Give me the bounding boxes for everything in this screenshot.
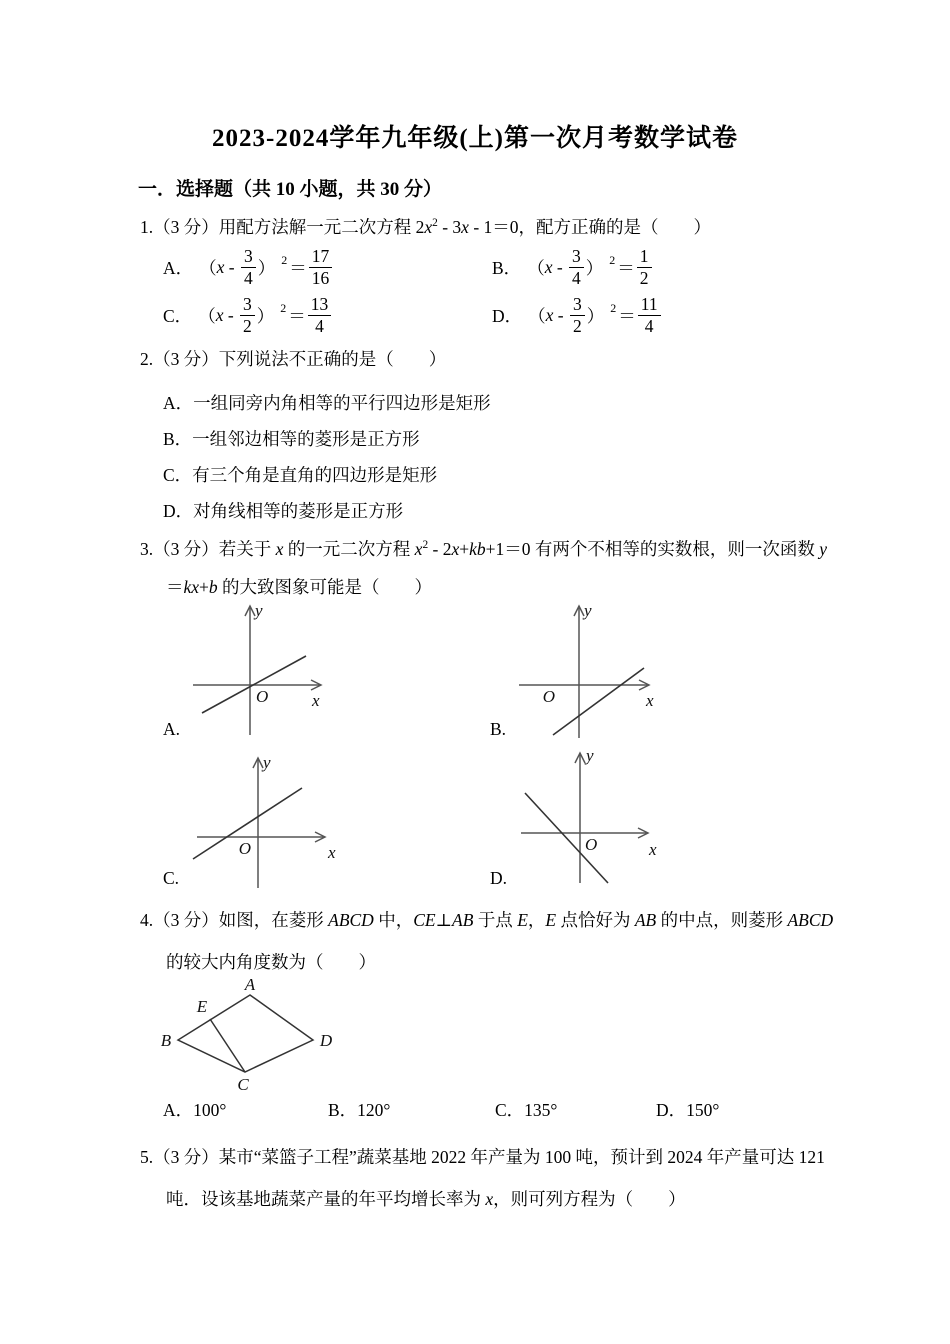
question-4-number: 4. (140, 910, 154, 930)
variable-x: x (215, 304, 224, 325)
q1-option-c (163, 291, 333, 339)
question-2-score: （3 分） (153, 349, 219, 369)
question-4-stem-line2 (166, 950, 376, 974)
exponent: 2 (281, 253, 288, 267)
open-paren: （ (199, 257, 217, 278)
question-5-score: （3 分） (153, 1147, 219, 1167)
vertex-d-label: D (319, 1031, 333, 1050)
numerator: 3 (569, 246, 584, 267)
numerator: 11 (638, 294, 661, 315)
math-variable: x (451, 538, 460, 559)
question-4-score: （3 分） (153, 910, 219, 930)
text-segment: + (199, 577, 209, 597)
question-5-stem-line1 (140, 1145, 825, 1169)
equals-sign: ＝ (618, 305, 636, 326)
q3-option-b-label: B. (490, 719, 507, 739)
q1-option-b (492, 243, 654, 291)
numerator: 13 (308, 294, 332, 315)
math-variable: x (275, 538, 284, 559)
text-segment: 点恰好为 (556, 910, 635, 930)
question-3-number: 3. (140, 538, 154, 559)
variable-x: x (545, 304, 554, 325)
text-segment: ⊥ (435, 910, 453, 930)
q4-option-d: D．150° (656, 1100, 720, 1120)
math-variable: kx (183, 577, 200, 597)
function-line (553, 668, 644, 735)
q3-option-a-label: A. (163, 719, 181, 739)
numerator: 3 (570, 294, 585, 315)
exponent: 2 (610, 301, 617, 315)
q4-option-c: C．135° (495, 1100, 558, 1120)
q3-graph-d (505, 745, 675, 895)
close-paren: ） (256, 305, 275, 326)
text-segment: + (459, 538, 470, 559)
close-paren: ） (585, 257, 604, 278)
text-segment: - 3 (437, 216, 462, 237)
denominator: 4 (572, 267, 581, 288)
q1-option-b-label: B． (492, 257, 522, 278)
q3-graph-a (185, 598, 355, 748)
origin-label: O (542, 687, 555, 706)
q4-option-a: A．100° (163, 1100, 227, 1120)
math-exponent: 2 (422, 539, 429, 551)
origin-label: O (585, 835, 598, 854)
question-4-text (219, 910, 833, 930)
text-segment: 的一元二次方程 (283, 538, 415, 559)
fraction (308, 294, 332, 335)
q1-option-a-label: A． (163, 257, 194, 278)
close-paren: ） (257, 257, 276, 278)
fraction (241, 246, 256, 287)
numerator: 3 (240, 294, 255, 315)
question-5-number: 5. (140, 1147, 154, 1167)
denominator: 16 (311, 267, 330, 288)
math-variable: b (208, 577, 218, 597)
q1-option-d-label: D． (492, 305, 523, 326)
q4-rhombus-figure (153, 978, 353, 1096)
x-axis-label: x (649, 840, 657, 859)
question-2-number: 2. (140, 349, 154, 369)
question-5-text (219, 1147, 825, 1167)
x-axis-label: x (312, 691, 320, 710)
fraction (637, 246, 652, 287)
text-segment: ， (527, 910, 546, 930)
text-segment: 的大致图象可能是（ ） (217, 577, 433, 597)
denominator: 2 (573, 315, 582, 336)
point-e-label: E (196, 997, 208, 1016)
denominator: 4 (244, 267, 253, 288)
q1-option-d (492, 291, 663, 339)
question-1-text (219, 217, 711, 237)
q2-option-a: A．一组同旁内角相等的平行四边形是矩形 (163, 393, 491, 413)
equals-sign: ＝ (288, 305, 306, 326)
text-segment: - 2 (428, 538, 452, 559)
text-segment: 的较大内角度数为（ ） (166, 952, 376, 972)
open-paren: （ (198, 305, 216, 326)
x-axis-label: x (328, 843, 336, 862)
close-paren: ） (586, 305, 605, 326)
q3-graph-c (185, 748, 355, 898)
question-3-stem-line1 (140, 533, 827, 561)
math-variable: ABCD (787, 910, 834, 930)
math-variable: AB (452, 910, 474, 930)
math-exponent: 2 (432, 217, 438, 229)
y-axis-label: y (255, 601, 263, 620)
question-1-number: 1. (140, 216, 154, 237)
fraction (309, 246, 333, 287)
math-variable: CE (413, 910, 436, 930)
exponent: 2 (280, 301, 287, 315)
exponent: 2 (609, 253, 616, 267)
fraction (240, 294, 255, 335)
q4-option-b: B．120° (328, 1100, 391, 1120)
open-paren: （ (527, 257, 545, 278)
text-segment: 若关于 (218, 538, 276, 559)
vertex-b-label: B (160, 1031, 172, 1050)
q2-option-c: C．有三个角是直角的四边形是矩形 (163, 465, 438, 485)
text-segment: 如图，在菱形 (218, 910, 329, 930)
denominator: 2 (639, 267, 649, 288)
question-1-stem (140, 211, 711, 239)
math-variable: kb (469, 538, 486, 559)
question-1-score: （3 分） (153, 216, 219, 237)
equals-sign: ＝ (617, 257, 635, 278)
vertex-a-label: A (244, 978, 256, 994)
math-variable: x (414, 538, 423, 559)
question-3-text (219, 539, 827, 559)
minus-sign: - (223, 304, 239, 325)
question-3-score: （3 分） (153, 538, 219, 559)
y-axis-label: y (584, 601, 592, 620)
math-variable: y (819, 538, 828, 559)
origin-label: O (238, 839, 251, 858)
fraction (570, 294, 585, 335)
q3-option-d-label: D. (490, 868, 508, 888)
text-segment: 的中点，则菱形 (656, 910, 788, 930)
y-axis-label: y (586, 746, 594, 765)
vertex-c-label: C (237, 1075, 249, 1094)
text-segment: ，则可列方程为（ ） (493, 1189, 686, 1209)
math-variable: AB (634, 910, 657, 930)
fraction (569, 246, 584, 287)
text-segment: 中， (373, 910, 414, 930)
text-segment: 用配方法解一元二次方程 2 (218, 216, 425, 237)
q2-option-d: D．对角线相等的菱形是正方形 (163, 501, 404, 521)
question-2-text: 下列说法不正确的是（ ） (218, 349, 447, 369)
math-variable: E (517, 910, 528, 930)
variable-x: x (216, 256, 225, 277)
open-paren: （ (528, 305, 546, 326)
variable-x: x (544, 256, 553, 277)
math-variable: ABCD (328, 910, 374, 930)
origin-label: O (256, 687, 269, 706)
minus-sign: - (552, 256, 568, 277)
denominator: 4 (315, 315, 324, 336)
math-variable: E (545, 910, 557, 930)
question-3-stem-line2 (166, 575, 432, 599)
numerator: 1 (637, 246, 652, 267)
denominator: 4 (644, 315, 654, 336)
text-segment: ＝ (166, 577, 184, 597)
text-segment: +1＝0 有两个不相等的实数根，则一次函数 (485, 538, 820, 559)
text-segment: 某市“菜篮子工程”蔬菜基地 2022 年产量为 100 吨，预计到 2024 年产量可达 121 (218, 1147, 825, 1167)
text-segment: - 1＝0，配方正确的是（ ） (468, 216, 712, 237)
q3-graph-b (505, 598, 675, 748)
q3-option-c-label: C. (163, 868, 180, 888)
y-axis-label: y (263, 753, 271, 772)
text-segment: 吨．设该基地蔬菜产量的年平均增长率为 (166, 1189, 486, 1209)
x-axis-label: x (646, 691, 654, 710)
q1-option-c-label: C． (163, 305, 193, 326)
fraction (638, 294, 661, 335)
math-variable: x (424, 216, 433, 237)
minus-sign: - (553, 304, 568, 325)
numerator: 3 (241, 246, 256, 267)
page-title: 2023-2024学年九年级(上)第一次月考数学试卷 (212, 125, 738, 152)
numerator: 17 (309, 246, 333, 267)
minus-sign: - (224, 256, 239, 277)
question-5-stem-line2 (166, 1187, 686, 1211)
question-4-stem-line1 (140, 908, 833, 932)
q2-option-b: B．一组邻边相等的菱形是正方形 (163, 429, 420, 449)
section-heading: 一．选择题（共 10 小题，共 30 分） (138, 179, 443, 200)
question-2-stem (140, 347, 446, 371)
math-variable: x (485, 1189, 494, 1209)
text-segment: 于点 (473, 910, 518, 930)
denominator: 2 (243, 315, 252, 336)
equals-sign: ＝ (289, 257, 307, 278)
math-variable: x (461, 216, 469, 237)
q1-option-a (163, 243, 334, 291)
